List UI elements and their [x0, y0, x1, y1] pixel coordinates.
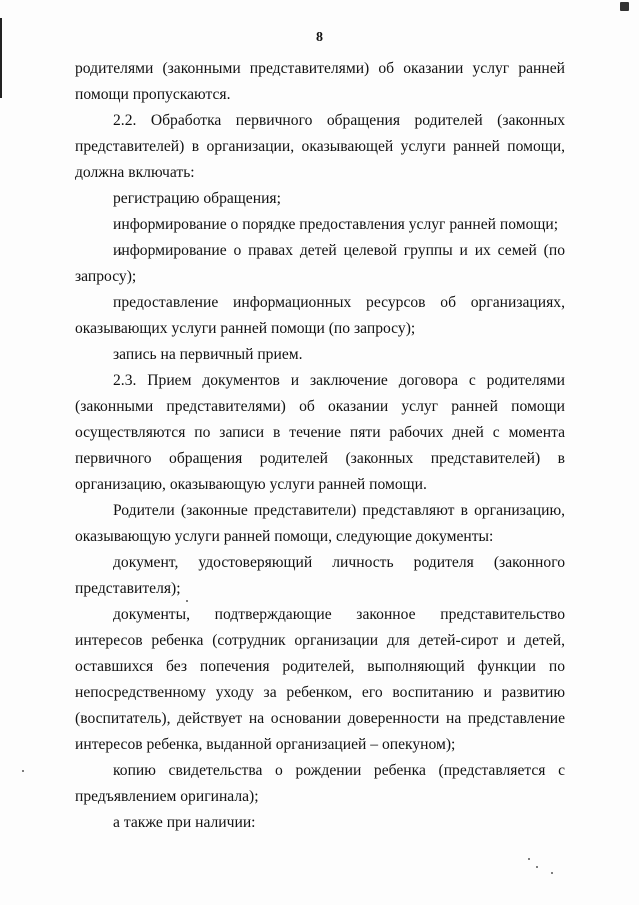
paragraph: родителями (законными представителями) об оказании услуг ранней помощи пропускаются. — [75, 60, 565, 103]
scan-speck — [22, 770, 24, 772]
paragraph: 2.2. Обработка первичного обращения родителей (законных представителей) в организации, оказывающей услуги ранней помощи, должна включать: — [75, 112, 565, 181]
list-item: копию свидетельства о рождении ребенка (представляется с предъявлением оригинала); — [75, 762, 565, 805]
paragraph: Родители (законные представители) представляют в организацию, оказывающую услуги ранней помощи, следующие документы: — [75, 502, 565, 545]
list-item: регистрацию обращения; — [113, 190, 281, 207]
list-item: документ, удостоверяющий личность родителя (законного представителя); — [75, 554, 565, 597]
list-item: документы, подтверждающие законное представительство интересов ребенка (сотрудник организации для детей-сирот и детей, оставшихся без попечения родителей, выполняющий функции по непосредственному уходу за ребенком, его воспитанию и развитию (воспитатель), действует на основании доверенности на представление интересов ребенка, выданной организацией – опекуном); — [75, 606, 565, 753]
page-number: 8 — [316, 30, 323, 45]
document-body — [75, 56, 565, 836]
scan-corner-mark — [620, 2, 629, 11]
scan-speck — [551, 872, 553, 874]
list-item: предоставление информационных ресурсов об организациях, оказывающих услуги ранней помощи (по запросу); — [75, 294, 565, 337]
list-item: а также при наличии: — [113, 814, 256, 831]
scan-speck — [536, 866, 538, 868]
paragraph: 2.3. Прием документов и заключение договора с родителями (законными представителями) об оказании услуг ранней помощи осуществляются по записи в течение пяти рабочих дней с момента первичного обращения родителей (законных представителей) в организацию, оказывающую услуги ранней помощи. — [75, 372, 565, 493]
list-item: запись на первичный прием. — [113, 346, 303, 363]
scan-speck — [528, 858, 530, 860]
list-item: информирование о правах детей целевой группы и их семей (по запросу); — [75, 242, 565, 285]
list-item: информирование о порядке предоставления услуг ранней помощи; — [113, 216, 559, 233]
